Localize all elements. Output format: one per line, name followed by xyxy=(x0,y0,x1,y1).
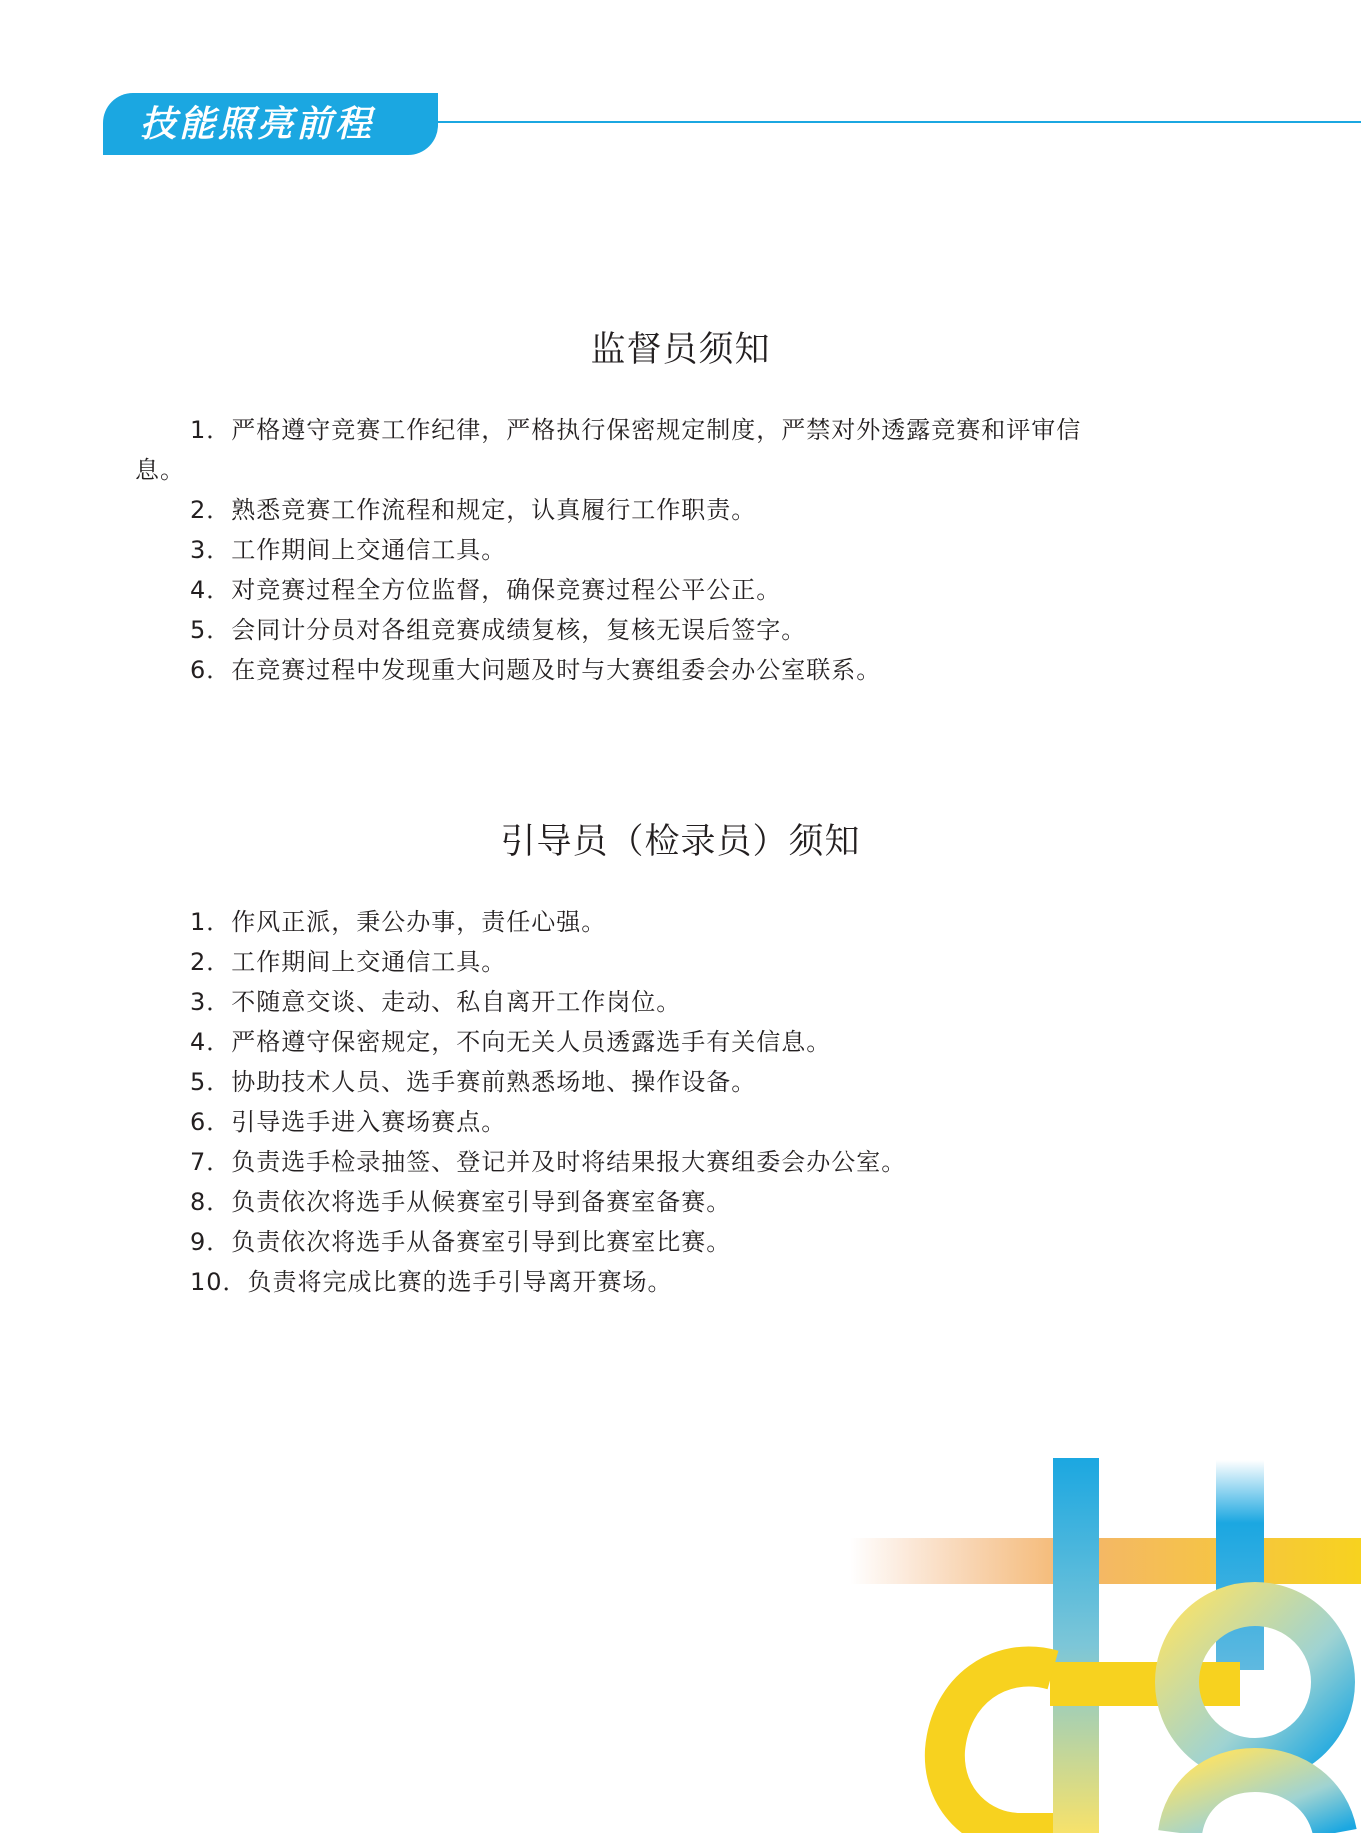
vertical-bar-left xyxy=(1053,1458,1099,1833)
header-title: 技能照亮前程 xyxy=(140,103,375,145)
list-item: 6．在竞赛过程中发现重大问题及时与大赛组委会办公室联系。 xyxy=(190,656,882,684)
list-item-continuation: 息。 xyxy=(135,456,185,484)
list-item: 7．负责选手检录抽签、登记并及时将结果报大赛组委会办公室。 xyxy=(190,1148,907,1176)
list-item: 10．负责将完成比赛的选手引导离开赛场。 xyxy=(190,1268,673,1296)
list-item: 4．对竞赛过程全方位监督，确保竞赛过程公平公正。 xyxy=(190,576,782,604)
list-item: 1．严格遵守竞赛工作纪律，严格执行保密规定制度，严禁对外透露竞赛和评审信 xyxy=(190,416,1082,444)
list-item: 4．严格遵守保密规定，不向无关人员透露选手有关信息。 xyxy=(190,1028,832,1056)
list-item: 3．不随意交谈、走动、私自离开工作岗位。 xyxy=(190,988,682,1016)
list-item: 3．工作期间上交通信工具。 xyxy=(190,536,507,564)
list-item: 5．会同计分员对各组竞赛成绩复核，复核无误后签字。 xyxy=(190,616,807,644)
header-rule xyxy=(430,121,1361,123)
ring-lower xyxy=(1180,1770,1335,1833)
list-item: 1．作风正派，秉公办事，责任心强。 xyxy=(190,908,607,936)
list-item: 8．负责依次将选手从候赛室引导到备赛室备赛。 xyxy=(190,1188,732,1216)
skills-logo-graphic-icon xyxy=(850,1450,1361,1833)
list-item: 2．熟悉竞赛工作流程和规定，认真履行工作职责。 xyxy=(190,496,757,524)
list-item: 2．工作期间上交通信工具。 xyxy=(190,948,507,976)
lower-connector xyxy=(1050,1662,1240,1706)
section-title-supervisor: 监督员须知 xyxy=(590,330,771,370)
list-item: 9．负责依次将选手从备赛室引导到比赛室比赛。 xyxy=(190,1228,732,1256)
vertical-bar-right xyxy=(1216,1460,1264,1670)
horizontal-band xyxy=(850,1538,1361,1584)
list-item: 6．引导选手进入赛场赛点。 xyxy=(190,1108,507,1136)
guide-list xyxy=(0,902,1361,1302)
section-title-guide: 引导员（检录员）须知 xyxy=(500,822,861,862)
supervisor-list xyxy=(0,410,1361,690)
left-loop xyxy=(945,1667,1053,1833)
list-item: 5．协助技术人员、选手赛前熟悉场地、操作设备。 xyxy=(190,1068,757,1096)
